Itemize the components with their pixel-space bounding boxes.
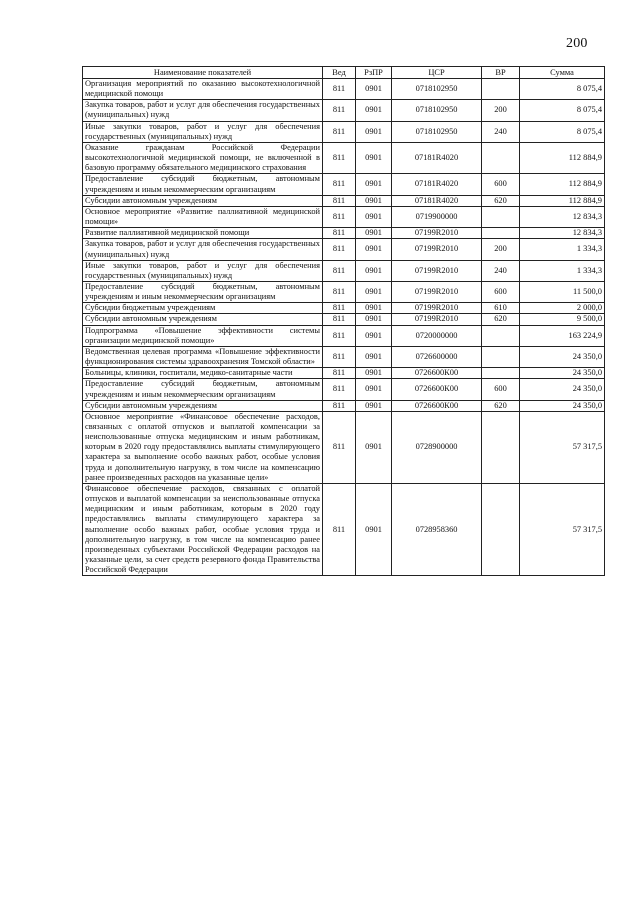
row-vr-cell: 200: [482, 239, 520, 260]
table-row: [83, 195, 605, 206]
row-sum-cell: 112 884,9: [520, 142, 605, 173]
row-rzpr-cell: 0901: [356, 303, 392, 314]
row-rzpr-cell: 0901: [356, 411, 392, 483]
row-vr-cell: [482, 325, 520, 346]
row-vr-cell: 240: [482, 121, 520, 142]
row-csr-cell: 0718102950: [392, 100, 482, 121]
row-vr-cell: 600: [482, 379, 520, 400]
table-row: [83, 228, 605, 239]
table-row: [83, 346, 605, 367]
table-row: [83, 174, 605, 195]
row-csr-cell: 07199R2010: [392, 303, 482, 314]
row-vr-cell: [482, 79, 520, 100]
row-csr-cell: 0720000000: [392, 325, 482, 346]
row-csr-cell: 0726600К00: [392, 379, 482, 400]
budget-table: [82, 66, 605, 576]
table-row: [83, 314, 605, 325]
row-name-cell: Субсидии автономным учреждениям: [83, 314, 323, 325]
row-ved-cell: 811: [323, 483, 356, 575]
table-row: [83, 281, 605, 302]
row-csr-cell: 07199R2010: [392, 281, 482, 302]
row-rzpr-cell: 0901: [356, 483, 392, 575]
row-name-cell: Организация мероприятий по оказанию высокотехнологичной медицинской помощи: [83, 79, 323, 100]
table-row: [83, 121, 605, 142]
header-vr: ВР: [482, 67, 520, 79]
page-number: 200: [566, 36, 588, 51]
row-name-cell: Развитие паллиативной медицинской помощи: [83, 228, 323, 239]
row-sum-cell: 57 317,5: [520, 483, 605, 575]
row-rzpr-cell: 0901: [356, 174, 392, 195]
row-ved-cell: 811: [323, 121, 356, 142]
row-ved-cell: 811: [323, 303, 356, 314]
row-name-cell: Субсидии бюджетным учреждениям: [83, 303, 323, 314]
table-row: [83, 411, 605, 483]
row-sum-cell: 9 500,0: [520, 314, 605, 325]
row-ved-cell: 811: [323, 368, 356, 379]
row-name-cell: Иные закупки товаров, работ и услуг для обеспечения государственных (муниципальных) нужд: [83, 260, 323, 281]
table-row: [83, 239, 605, 260]
row-ved-cell: 811: [323, 314, 356, 325]
row-name-cell: Больницы, клиники, госпитали, медико-санитарные части: [83, 368, 323, 379]
row-csr-cell: 0719900000: [392, 206, 482, 227]
row-ved-cell: 811: [323, 325, 356, 346]
row-ved-cell: 811: [323, 260, 356, 281]
row-ved-cell: 811: [323, 281, 356, 302]
row-csr-cell: 07181R4020: [392, 142, 482, 173]
row-name-cell: Предоставление субсидий бюджетным, автономным учреждениям и иным некоммерческим организациям: [83, 379, 323, 400]
row-csr-cell: 07199R2010: [392, 239, 482, 260]
row-ved-cell: 811: [323, 411, 356, 483]
row-sum-cell: 8 075,4: [520, 121, 605, 142]
row-vr-cell: 600: [482, 174, 520, 195]
table-row: [83, 325, 605, 346]
table-body: [83, 79, 605, 576]
row-vr-cell: 620: [482, 400, 520, 411]
row-rzpr-cell: 0901: [356, 121, 392, 142]
row-sum-cell: 112 884,9: [520, 174, 605, 195]
row-rzpr-cell: 0901: [356, 400, 392, 411]
header-csr: ЦСР: [392, 67, 482, 79]
row-rzpr-cell: 0901: [356, 346, 392, 367]
row-vr-cell: 620: [482, 314, 520, 325]
row-name-cell: Субсидии автономным учреждениям: [83, 400, 323, 411]
row-csr-cell: 07199R2010: [392, 260, 482, 281]
table-row: [83, 303, 605, 314]
row-name-cell: Основное мероприятие «Развитие паллиативной медицинской помощи»: [83, 206, 323, 227]
table-row: [83, 400, 605, 411]
row-ved-cell: 811: [323, 239, 356, 260]
row-vr-cell: [482, 483, 520, 575]
row-ved-cell: 811: [323, 206, 356, 227]
row-rzpr-cell: 0901: [356, 368, 392, 379]
row-vr-cell: 620: [482, 195, 520, 206]
row-ved-cell: 811: [323, 195, 356, 206]
table-header-row: [83, 67, 605, 79]
table-row: [83, 79, 605, 100]
row-sum-cell: 2 000,0: [520, 303, 605, 314]
row-sum-cell: 8 075,4: [520, 100, 605, 121]
row-vr-cell: [482, 411, 520, 483]
row-csr-cell: 07199R2010: [392, 228, 482, 239]
row-rzpr-cell: 0901: [356, 195, 392, 206]
row-csr-cell: 07199R2010: [392, 314, 482, 325]
row-csr-cell: 0726600000: [392, 346, 482, 367]
row-sum-cell: 24 350,0: [520, 400, 605, 411]
row-name-cell: Закупка товаров, работ и услуг для обеспечения государственных (муниципальных) нужд: [83, 100, 323, 121]
row-rzpr-cell: 0901: [356, 79, 392, 100]
row-sum-cell: 8 075,4: [520, 79, 605, 100]
row-ved-cell: 811: [323, 400, 356, 411]
row-vr-cell: [482, 228, 520, 239]
row-csr-cell: 0726600К00: [392, 400, 482, 411]
row-csr-cell: 0718102950: [392, 79, 482, 100]
row-vr-cell: [482, 142, 520, 173]
row-name-cell: Иные закупки товаров, работ и услуг для обеспечения государственных (муниципальных) нужд: [83, 121, 323, 142]
row-ved-cell: 811: [323, 379, 356, 400]
row-csr-cell: 07181R4020: [392, 195, 482, 206]
header-ved: Вед: [323, 67, 356, 79]
row-csr-cell: 0726600К00: [392, 368, 482, 379]
row-sum-cell: 1 334,3: [520, 260, 605, 281]
row-sum-cell: 24 350,0: [520, 368, 605, 379]
row-sum-cell: 57 317,5: [520, 411, 605, 483]
row-ved-cell: 811: [323, 174, 356, 195]
row-vr-cell: [482, 346, 520, 367]
row-csr-cell: 0728958360: [392, 483, 482, 575]
row-name-cell: Подпрограмма «Повышение эффективности системы организации медицинской помощи»: [83, 325, 323, 346]
row-rzpr-cell: 0901: [356, 314, 392, 325]
row-name-cell: Основное мероприятие «Финансовое обеспечение расходов, связанных с оплатой отпусков и выплатой компенсации за неиспользованные отпуска медицинским и иным работникам, которым в 2020 году предоставлялись выплаты стимулирующего характера за выполнение особо важных работ, особые условия труда и дополнительную нагрузку, в том числе на компенсацию ранее произведенных расходов на указанные цели»: [83, 411, 323, 483]
header-sum: Сумма: [520, 67, 605, 79]
row-vr-cell: 600: [482, 281, 520, 302]
row-rzpr-cell: 0901: [356, 228, 392, 239]
row-ved-cell: 811: [323, 100, 356, 121]
row-rzpr-cell: 0901: [356, 100, 392, 121]
row-rzpr-cell: 0901: [356, 260, 392, 281]
row-sum-cell: 112 884,9: [520, 195, 605, 206]
table-row: [83, 206, 605, 227]
row-vr-cell: 240: [482, 260, 520, 281]
table-row: [83, 260, 605, 281]
row-rzpr-cell: 0901: [356, 206, 392, 227]
row-sum-cell: 12 834,3: [520, 228, 605, 239]
row-csr-cell: 0728900000: [392, 411, 482, 483]
row-csr-cell: 0718102950: [392, 121, 482, 142]
table-row: [83, 483, 605, 575]
row-rzpr-cell: 0901: [356, 379, 392, 400]
row-rzpr-cell: 0901: [356, 281, 392, 302]
row-sum-cell: 24 350,0: [520, 379, 605, 400]
row-ved-cell: 811: [323, 228, 356, 239]
header-name: Наименование показателей: [83, 67, 323, 79]
row-name-cell: Ведомственная целевая программа «Повышение эффективности функционирования системы здравоохранения Томской области»: [83, 346, 323, 367]
row-name-cell: Предоставление субсидий бюджетным, автономным учреждениям и иным некоммерческим организациям: [83, 281, 323, 302]
header-rzpr: РзПР: [356, 67, 392, 79]
row-vr-cell: [482, 206, 520, 227]
row-sum-cell: 11 500,0: [520, 281, 605, 302]
row-rzpr-cell: 0901: [356, 142, 392, 173]
row-vr-cell: 610: [482, 303, 520, 314]
row-sum-cell: 12 834,3: [520, 206, 605, 227]
row-vr-cell: 200: [482, 100, 520, 121]
row-name-cell: Субсидии автономным учреждениям: [83, 195, 323, 206]
row-name-cell: Оказание гражданам Российской Федерации высокотехнологичной медицинской помощи, не включенной в базовую программу обязательного медицинского страхования: [83, 142, 323, 173]
row-name-cell: Финансовое обеспечение расходов, связанных с оплатой отпусков и выплатой компенсации за неиспользованные отпуска медицинским и иным работникам, которым в 2020 году предоставлялись выплаты стимулирующего характера за выполнение особо важных работ, особые условия труда и дополнительную нагрузку, в том числе на компенсацию ранее произведенных субъектами Российской Федерации расходов на указанные цели, за счет средств резервного фонда Правительства Российской Федерации: [83, 483, 323, 575]
row-csr-cell: 07181R4020: [392, 174, 482, 195]
table-row: [83, 379, 605, 400]
row-rzpr-cell: 0901: [356, 325, 392, 346]
row-ved-cell: 811: [323, 79, 356, 100]
row-sum-cell: 1 334,3: [520, 239, 605, 260]
row-rzpr-cell: 0901: [356, 239, 392, 260]
row-name-cell: Предоставление субсидий бюджетным, автономным учреждениям и иным некоммерческим организациям: [83, 174, 323, 195]
row-ved-cell: 811: [323, 142, 356, 173]
row-sum-cell: 24 350,0: [520, 346, 605, 367]
table-row: [83, 142, 605, 173]
row-sum-cell: 163 224,9: [520, 325, 605, 346]
table-row: [83, 100, 605, 121]
row-vr-cell: [482, 368, 520, 379]
row-ved-cell: 811: [323, 346, 356, 367]
row-name-cell: Закупка товаров, работ и услуг для обеспечения государственных (муниципальных) нужд: [83, 239, 323, 260]
table-row: [83, 368, 605, 379]
